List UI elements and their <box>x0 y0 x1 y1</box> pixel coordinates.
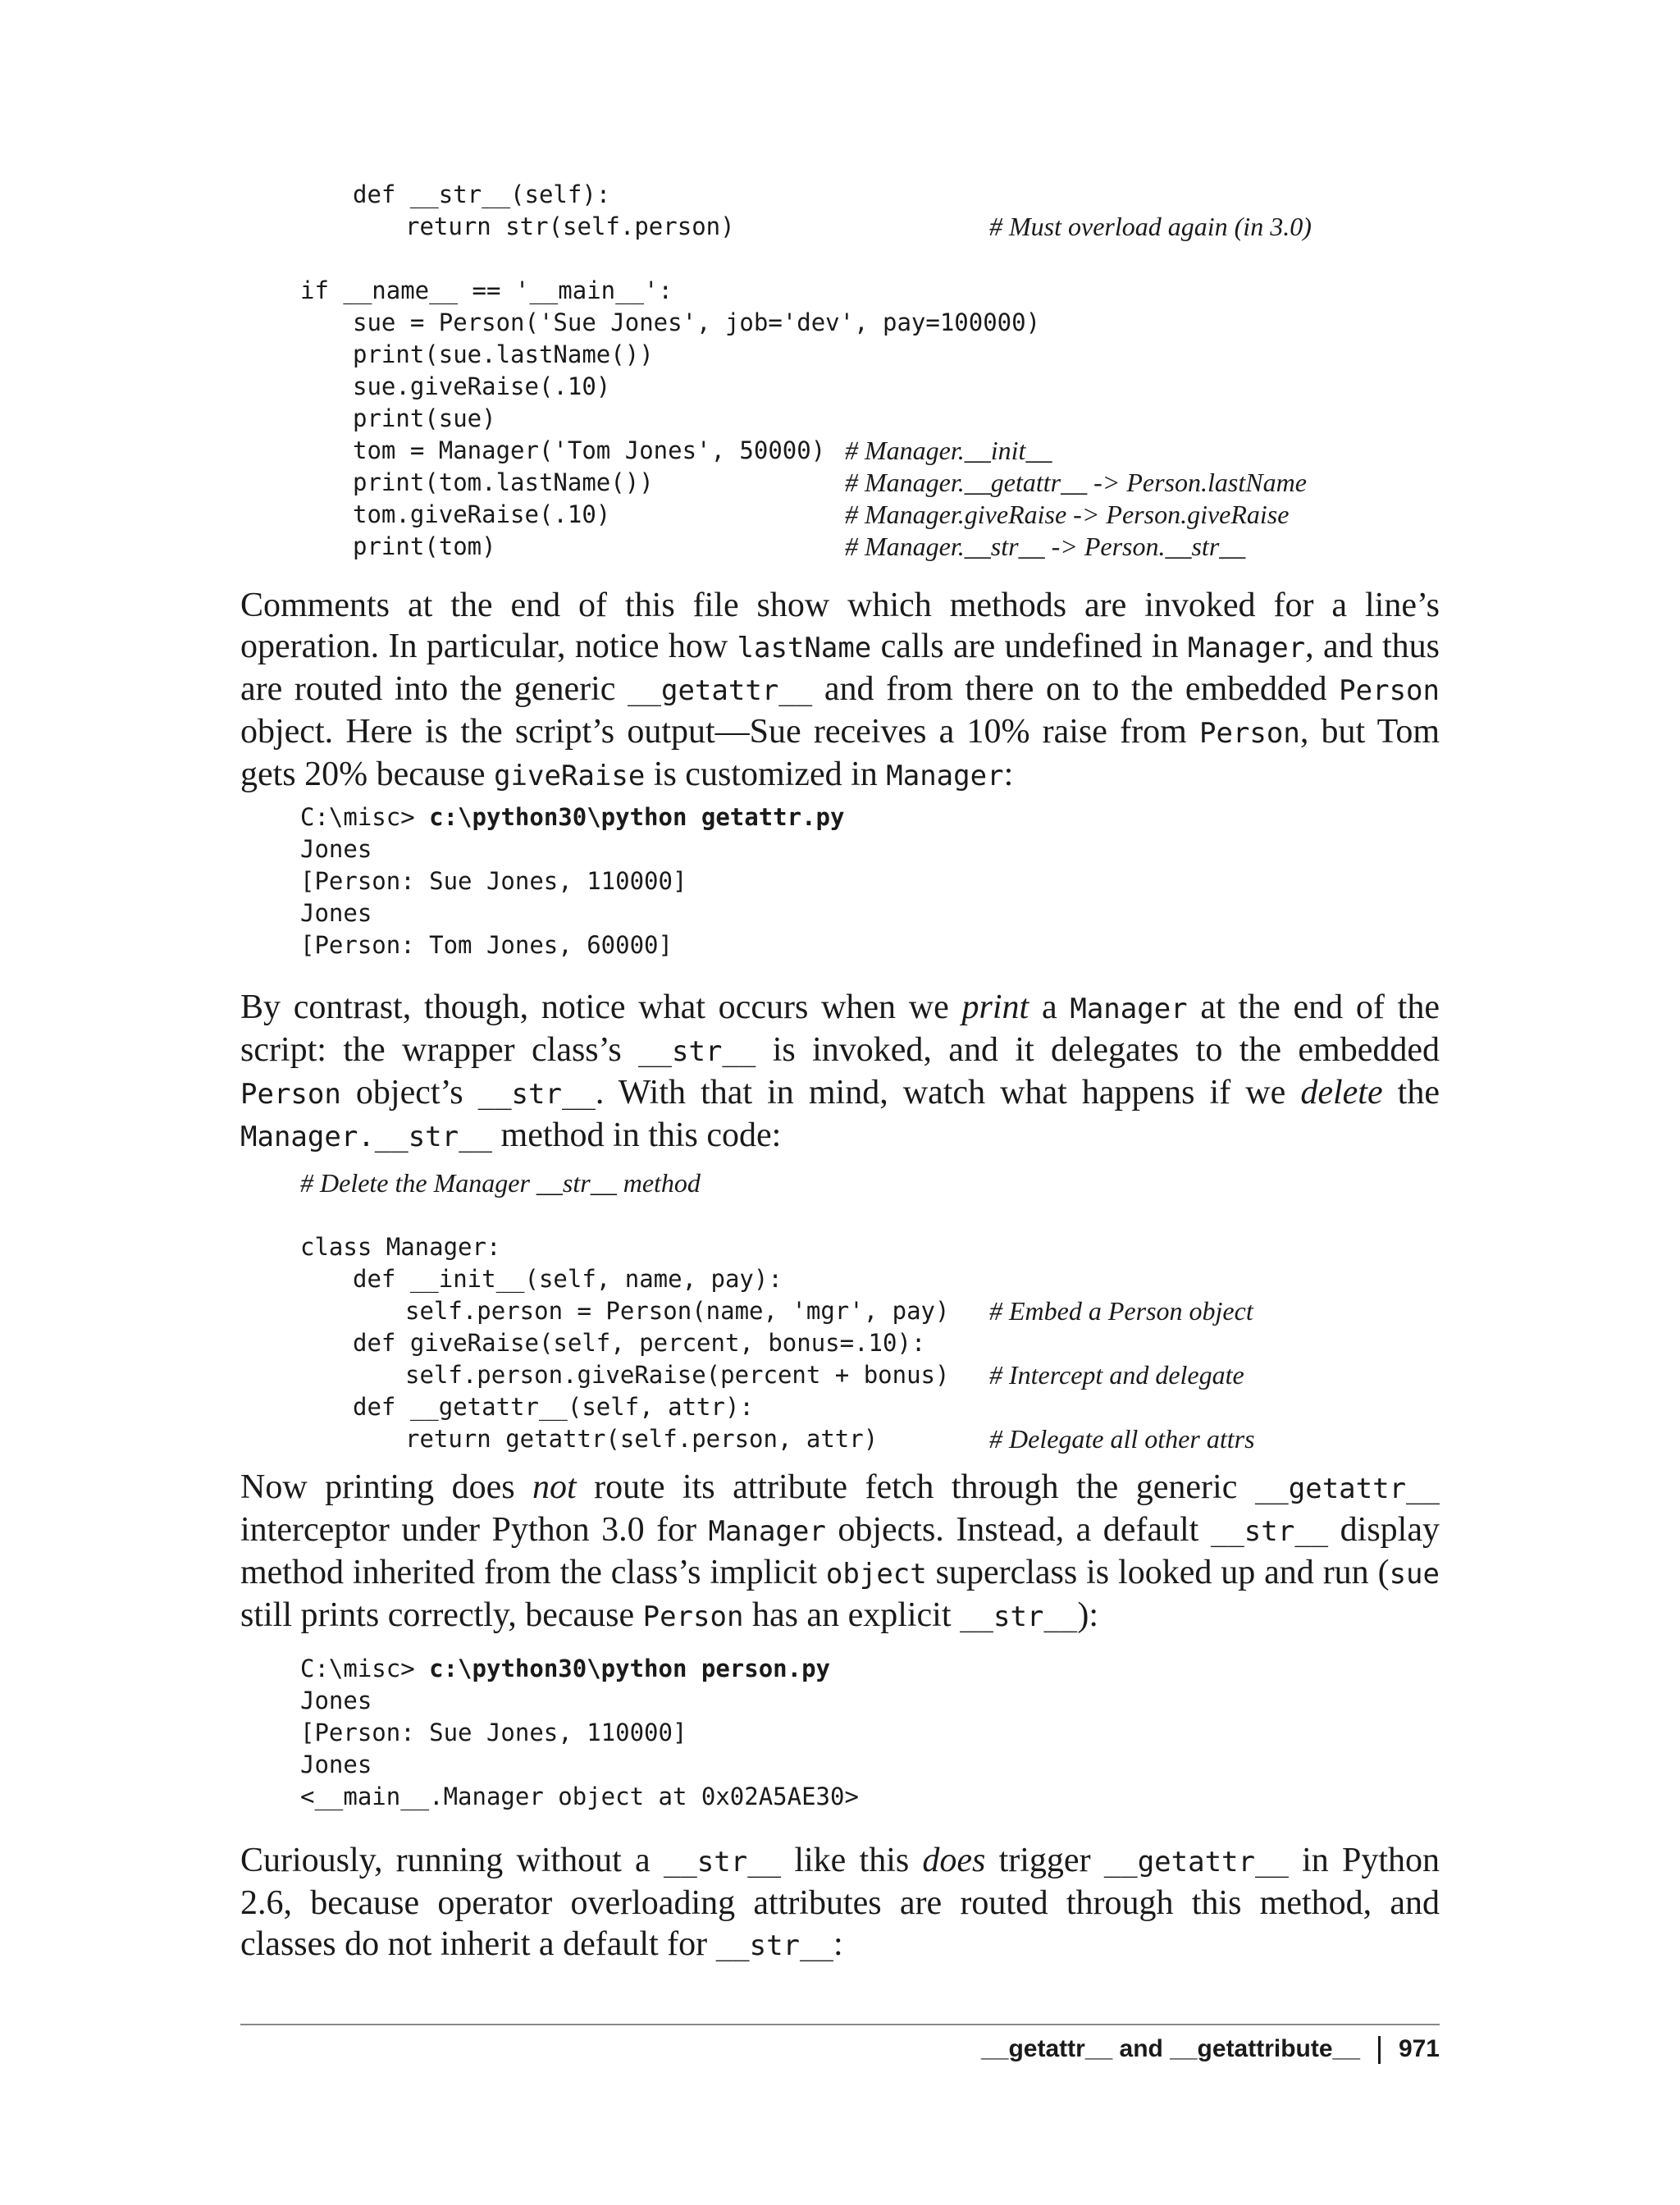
console-output-line: [Person: Sue Jones, 110000] <box>300 1719 687 1746</box>
code-comment: # Must overload again (in 3.0) <box>989 212 1312 241</box>
text-run: Now printing does <box>240 1468 533 1506</box>
code-line <box>300 275 1040 307</box>
inline-code: __str__ <box>960 1600 1078 1633</box>
text-run: superclass is looked up and run ( <box>926 1554 1390 1591</box>
text-run: object. Here is the script’s output—Sue receives a 10% raise from <box>240 713 1199 751</box>
inline-code: Person <box>1339 674 1440 707</box>
code-text: print(sue.lastName()) <box>353 340 654 368</box>
code-text: self.person = Person(name, 'mgr', pay) <box>405 1297 950 1325</box>
footer-section-title: __getattr__ and __getattribute__ <box>981 2035 1360 2062</box>
code-line <box>300 435 1052 467</box>
text-run: interceptor under Python 3.0 for <box>240 1511 709 1549</box>
code-line <box>300 307 1040 339</box>
paragraph-default-str <box>240 1467 1440 1637</box>
code-line <box>300 1263 949 1295</box>
inline-code: Person <box>240 1078 341 1111</box>
text-run: trigger <box>985 1842 1104 1879</box>
text-run: route its attribute fetch through the generic <box>576 1468 1255 1506</box>
console-prompt: C:\misc> <box>300 803 430 831</box>
footer-separator <box>1378 2036 1381 2064</box>
inline-code: Manager <box>708 1515 826 1548</box>
code-line <box>300 1423 1255 1455</box>
console-prompt: C:\misc> <box>300 1655 430 1682</box>
text-run: display method inherited from the class’s implicit <box>240 1511 1440 1591</box>
text-run: Curiously, running without a <box>240 1842 664 1879</box>
code-text: def __init__(self, name, pay): <box>353 1265 783 1293</box>
text-run: , and thus are routed into the generic <box>240 628 1440 708</box>
text-run: objects. Instead, a default <box>825 1511 1211 1549</box>
code-text: def __str__(self): <box>353 180 611 208</box>
inline-code: sue <box>1389 1558 1440 1591</box>
console-output-line: [Person: Sue Jones, 110000] <box>300 867 687 895</box>
code-comment: # Manager.__str__ -> Person.__str__ <box>845 532 1246 561</box>
console-output-line: Jones <box>300 899 372 927</box>
code-text: print(tom) <box>353 532 496 560</box>
code-line <box>300 179 1040 211</box>
footer-rule <box>240 2024 1440 2025</box>
console-output-line: <__main__.Manager object at 0x02A5AE30> <box>300 1783 859 1810</box>
code-line <box>300 339 1040 371</box>
text-run: method in this code: <box>492 1116 782 1154</box>
code-line <box>300 211 1312 243</box>
text-run: is invoked, and it delegates to the embedded <box>756 1031 1440 1069</box>
code-line <box>300 1391 949 1423</box>
inline-code: Manager.__str__ <box>240 1121 493 1153</box>
code-line <box>300 531 1246 563</box>
inline-code: Person <box>1198 717 1300 750</box>
inline-code: __str__ <box>477 1078 596 1111</box>
text-run: at the end of the script: the wrapper class’s <box>240 988 1440 1069</box>
text-run: in Python 2.6, because operator overloading attributes are routed through this method, and classes do not inherit a default for <box>240 1842 1440 1963</box>
inline-code: __str__ <box>715 1929 833 1962</box>
code-text: if __name__ == '__main__': <box>300 276 673 304</box>
code-text: def giveRaise(self, percent, bonus=.10): <box>353 1329 926 1357</box>
code-listing-getattr <box>300 179 1312 563</box>
code-line <box>300 467 1307 499</box>
inline-code: __str__ <box>663 1846 782 1879</box>
code-comment: # Delegate all other attrs <box>989 1424 1255 1454</box>
console-command-line <box>300 801 844 833</box>
console-output-line: Jones <box>300 1751 372 1778</box>
inline-code: Manager <box>886 760 1004 792</box>
code-line <box>300 1295 1253 1327</box>
code-comment: # Manager.giveRaise -> Person.giveRaise <box>845 500 1290 529</box>
console-command: c:\python30\python getattr.py <box>429 803 845 831</box>
code-line <box>300 1359 1244 1391</box>
code-text: tom = Manager('Tom Jones', 50000) <box>353 436 826 464</box>
inline-code: Manager <box>1070 993 1188 1025</box>
code-text: print(sue) <box>353 404 496 432</box>
code-text: class Manager: <box>300 1233 501 1261</box>
emphasis: delete <box>1300 1074 1383 1112</box>
inline-code: __str__ <box>1210 1515 1329 1548</box>
code-text: sue = Person('Sue Jones', job='dev', pay=100000) <box>353 308 1041 336</box>
text-run: a <box>1029 988 1071 1026</box>
text-run: like this <box>781 1842 923 1879</box>
emphasis: print <box>961 988 1029 1026</box>
inline-code: giveRaise <box>494 760 646 792</box>
code-comment: # Manager.__getattr__ -> Person.lastName <box>845 468 1307 497</box>
code-comment: # Embed a Person object <box>989 1296 1253 1326</box>
paragraph-python26-behavior <box>240 1840 1440 1966</box>
text-run: has an explicit <box>743 1596 961 1634</box>
text-run: . With that in mind, watch what happens if we <box>595 1074 1301 1112</box>
code-line <box>300 371 1040 403</box>
inline-code: __getattr__ <box>1254 1472 1440 1505</box>
console-output-line: Jones <box>300 1687 372 1714</box>
text-run: , but Tom gets 20% because <box>240 713 1440 793</box>
console-command-line <box>300 1653 859 1685</box>
inline-code: __str__ <box>638 1035 756 1068</box>
text-run: the <box>1382 1074 1440 1112</box>
code-comment: # Delete the Manager __str__ method <box>300 1168 701 1198</box>
inline-code: __getattr__ <box>628 674 813 707</box>
emphasis: does <box>922 1842 986 1879</box>
page-number: 971 <box>1398 2035 1440 2062</box>
code-text: sue.giveRaise(.10) <box>353 372 611 400</box>
paragraph-print-manager <box>240 987 1440 1157</box>
code-text: return str(self.person) <box>405 212 735 240</box>
code-comment: # Manager.__init__ <box>845 436 1052 465</box>
code-text: def __getattr__(self, attr): <box>353 1393 754 1421</box>
inline-code: object <box>825 1558 927 1591</box>
console-output-line: Jones <box>300 835 372 863</box>
code-line <box>300 243 1040 275</box>
code-text: self.person.giveRaise(percent + bonus) <box>405 1361 950 1389</box>
code-text: tom.giveRaise(.10) <box>353 500 611 528</box>
code-line <box>300 1327 949 1359</box>
code-line <box>300 499 1290 531</box>
console-output-getattr <box>300 801 844 961</box>
code-line <box>300 1231 949 1263</box>
inline-code: Person <box>642 1600 744 1633</box>
page-footer <box>981 2033 1440 2066</box>
text-run: is customized in <box>645 756 887 793</box>
text-run: still prints correctly, because <box>240 1596 643 1634</box>
paragraph-comments-explanation <box>240 585 1440 797</box>
text-run: calls are undefined in <box>871 628 1188 665</box>
code-line <box>300 1199 949 1231</box>
code-text: return getattr(self.person, attr) <box>405 1425 879 1453</box>
inline-code: __getattr__ <box>1103 1846 1289 1879</box>
text-run: and from there on to the embedded <box>812 670 1340 708</box>
code-text: print(tom.lastName()) <box>353 468 654 496</box>
text-run: Comments at the end of this file show which methods are invoked for a line’s operation. In particular, notice how <box>240 587 1440 665</box>
inline-code: Manager <box>1187 632 1306 664</box>
code-line <box>300 403 1040 435</box>
code-listing-delete-str <box>300 1167 1255 1455</box>
text-run: object’s <box>340 1074 478 1112</box>
text-run: : <box>833 1925 843 1963</box>
text-run: ): <box>1077 1596 1098 1634</box>
code-line <box>300 1167 949 1199</box>
emphasis: not <box>532 1468 577 1506</box>
console-output-line: [Person: Tom Jones, 60000] <box>300 931 673 959</box>
console-output-person <box>300 1653 859 1813</box>
inline-code: lastName <box>737 632 872 664</box>
text-run: : <box>1003 756 1014 793</box>
code-comment: # Intercept and delegate <box>989 1360 1244 1390</box>
text-run: By contrast, though, notice what occurs when we <box>240 988 962 1026</box>
console-command: c:\python30\python person.py <box>429 1655 831 1682</box>
